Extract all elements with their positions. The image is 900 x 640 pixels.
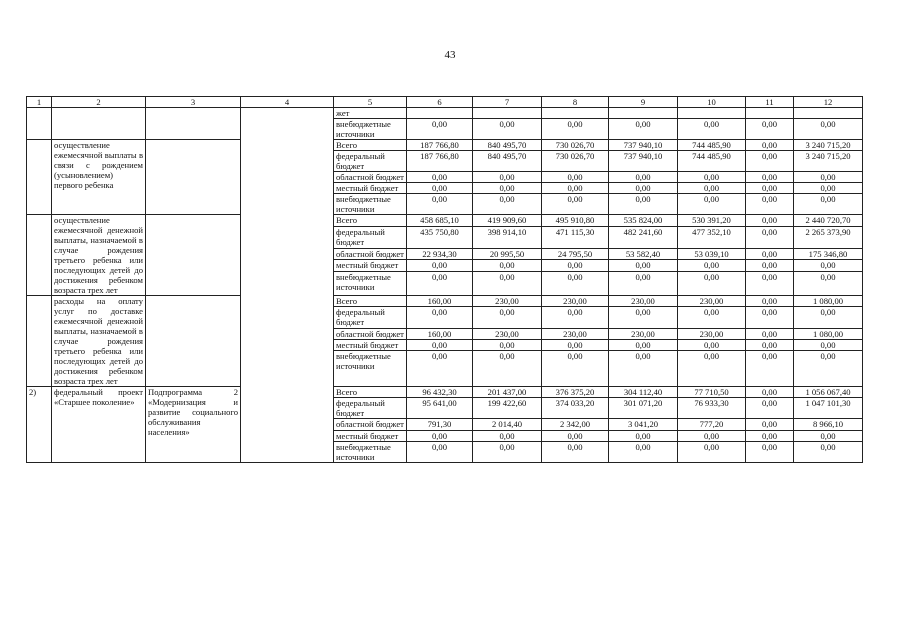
amount-cell: 1 056 067,40 [794,387,863,398]
amount-cell: 0,00 [473,431,542,442]
amount-cell: 840 495,70 [473,151,542,172]
amount-cell: 0,00 [678,442,746,463]
amount-cell: 0,00 [407,260,473,272]
table-row [27,108,863,119]
header-cell: 8 [542,97,609,108]
amount-cell: 730 026,70 [542,151,609,172]
amount-cell: 2 342,00 [542,419,609,431]
item-number [27,215,52,296]
amount-cell: 199 422,60 [473,398,542,419]
amount-cell: 0,00 [678,339,746,350]
header-cell: 11 [746,97,794,108]
amount-cell: 0,00 [794,183,863,194]
amount-cell: 0,00 [473,271,542,295]
funding-source: федеральный бюджет [334,398,407,419]
amount-cell: 0,00 [794,351,863,387]
amount-cell: 0,00 [542,194,609,215]
amount-cell [542,108,609,119]
amount-cell: 0,00 [609,339,678,350]
amount-cell: 2 440 720,70 [794,215,863,227]
amount-cell: 535 824,00 [609,215,678,227]
amount-cell [473,108,542,119]
amount-cell: 744 485,90 [678,151,746,172]
amount-cell: 0,00 [609,183,678,194]
budget-table [26,96,863,463]
amount-cell: 0,00 [746,151,794,172]
amount-cell: 0,00 [746,194,794,215]
amount-cell [746,108,794,119]
amount-cell: 0,00 [678,119,746,140]
amount-cell: 3 240 715,20 [794,140,863,151]
amount-cell: 0,00 [609,307,678,328]
amount-cell: 0,00 [407,339,473,350]
amount-cell: 0,00 [542,260,609,272]
amount-cell: 0,00 [794,119,863,140]
amount-cell: 0,00 [473,307,542,328]
amount-cell: 230,00 [678,296,746,307]
header-cell: 1 [27,97,52,108]
funding-source: областной бюджет [334,172,407,183]
header-cell: 6 [407,97,473,108]
amount-cell: 374 033,20 [542,398,609,419]
amount-cell: 0,00 [794,307,863,328]
amount-cell: 201 437,00 [473,387,542,398]
amount-cell: 0,00 [746,307,794,328]
funding-source: федеральный бюджет [334,307,407,328]
funding-source: местный бюджет [334,260,407,272]
amount-cell: 0,00 [746,119,794,140]
amount-cell: 0,00 [542,339,609,350]
amount-cell: 0,00 [746,398,794,419]
amount-cell: 737 940,10 [609,140,678,151]
amount-cell: 0,00 [407,271,473,295]
amount-cell: 304 112,40 [609,387,678,398]
funding-source: внебюджетные источники [334,442,407,463]
amount-cell [407,108,473,119]
amount-cell: 53 039,10 [678,248,746,260]
funding-source: Всего [334,140,407,151]
amount-cell: 0,00 [609,194,678,215]
header-cell: 2 [52,97,146,108]
amount-cell: 471 115,30 [542,226,609,248]
amount-cell: 3 041,20 [609,419,678,431]
amount-cell: 0,00 [609,119,678,140]
amount-cell: 0,00 [407,183,473,194]
amount-cell: 477 352,10 [678,226,746,248]
amount-cell: 0,00 [609,172,678,183]
amount-cell: 0,00 [746,172,794,183]
amount-cell: 230,00 [678,328,746,339]
item-number [27,140,52,215]
item-number: 2) [27,387,52,463]
amount-cell: 77 710,50 [678,387,746,398]
amount-cell: 0,00 [473,183,542,194]
amount-cell: 0,00 [542,431,609,442]
amount-cell: 0,00 [407,431,473,442]
funding-source: местный бюджет [334,339,407,350]
amount-cell [678,108,746,119]
amount-cell: 8 966,10 [794,419,863,431]
amount-cell: 0,00 [794,431,863,442]
amount-cell: 458 685,10 [407,215,473,227]
amount-cell: 20 995,50 [473,248,542,260]
amount-cell: 435 750,80 [407,226,473,248]
amount-cell: 0,00 [473,351,542,387]
funding-source: Всего [334,296,407,307]
amount-cell: 0,00 [746,271,794,295]
amount-cell: 53 582,40 [609,248,678,260]
amount-cell: 0,00 [794,260,863,272]
amount-cell: 0,00 [678,271,746,295]
amount-cell: 482 241,60 [609,226,678,248]
item-number [27,296,52,387]
amount-cell [609,108,678,119]
amount-cell: 0,00 [407,351,473,387]
amount-cell: 0,00 [542,271,609,295]
measure-name: осуществление ежемесячной денежной выплаты, назначаемой в случае рождения третьего ребенка или последующих детей до достижения ребенком возраста трех лет [52,215,146,296]
amount-cell: 376 375,20 [542,387,609,398]
funding-source: областной бюджет [334,419,407,431]
header-cell: 10 [678,97,746,108]
measure-name: федеральный проект «Старшее поколение» [52,387,146,463]
amount-cell: 0,00 [746,387,794,398]
amount-cell: 0,00 [746,419,794,431]
amount-cell: 22 934,30 [407,248,473,260]
funding-source: федеральный бюджет [334,151,407,172]
amount-cell: 301 071,20 [609,398,678,419]
amount-cell: 0,00 [542,307,609,328]
amount-cell: 0,00 [794,271,863,295]
amount-cell: 96 432,30 [407,387,473,398]
amount-cell: 0,00 [746,351,794,387]
funding-source: местный бюджет [334,183,407,194]
amount-cell: 0,00 [542,172,609,183]
amount-cell: 230,00 [473,296,542,307]
amount-cell: 791,30 [407,419,473,431]
amount-cell: 0,00 [746,339,794,350]
amount-cell: 1 080,00 [794,296,863,307]
program-name [146,296,241,387]
amount-cell: 0,00 [746,183,794,194]
header-cell: 9 [609,97,678,108]
measure-name: осуществление ежемесячной выплаты в связи с рождением (усыновлением) первого ребенка [52,140,146,215]
funding-source: областной бюджет [334,248,407,260]
funding-source: жет [334,108,407,119]
amount-cell: 230,00 [609,328,678,339]
amount-cell: 0,00 [678,194,746,215]
amount-cell: 0,00 [794,172,863,183]
amount-cell: 187 766,80 [407,151,473,172]
funding-source: внебюджетные источники [334,119,407,140]
measure-name [52,108,146,140]
amount-cell: 160,00 [407,328,473,339]
amount-cell: 230,00 [609,296,678,307]
amount-cell: 0,00 [678,431,746,442]
funding-source: областной бюджет [334,328,407,339]
amount-cell: 0,00 [746,442,794,463]
item-number [27,108,52,140]
header-cell: 12 [794,97,863,108]
header-cell: 5 [334,97,407,108]
amount-cell: 0,00 [473,119,542,140]
amount-cell: 0,00 [746,260,794,272]
funding-source: федеральный бюджет [334,226,407,248]
funding-source: местный бюджет [334,431,407,442]
amount-cell: 230,00 [542,328,609,339]
page-number: 43 [444,49,456,61]
funding-source: Всего [334,387,407,398]
program-name [146,108,241,140]
header-row [27,97,863,108]
amount-cell: 0,00 [794,339,863,350]
amount-cell: 530 391,20 [678,215,746,227]
amount-cell: 160,00 [407,296,473,307]
amount-cell: 0,00 [678,260,746,272]
amount-cell: 76 933,30 [678,398,746,419]
amount-cell: 777,20 [678,419,746,431]
amount-cell [794,108,863,119]
amount-cell: 1 047 101,30 [794,398,863,419]
amount-cell: 0,00 [746,140,794,151]
funding-source: внебюджетные источники [334,194,407,215]
amount-cell: 0,00 [542,351,609,387]
amount-cell: 0,00 [746,296,794,307]
header-cell: 4 [241,97,334,108]
amount-cell: 95 641,00 [407,398,473,419]
col4-cell [241,108,334,463]
table-row [27,140,863,151]
amount-cell: 3 240 715,20 [794,151,863,172]
amount-cell: 0,00 [407,442,473,463]
amount-cell: 230,00 [473,328,542,339]
measure-name: расходы на оплату услуг по доставке ежемесячной денежной выплаты, назначаемой в случае рождения третьего ребенка или последующих детей до достижения ребенком возраста трех лет [52,296,146,387]
amount-cell: 840 495,70 [473,140,542,151]
funding-source: внебюджетные источники [334,271,407,295]
amount-cell: 744 485,90 [678,140,746,151]
amount-cell: 0,00 [473,442,542,463]
amount-cell: 398 914,10 [473,226,542,248]
amount-cell: 0,00 [473,339,542,350]
header-cell: 7 [473,97,542,108]
amount-cell: 0,00 [678,172,746,183]
amount-cell: 0,00 [407,307,473,328]
amount-cell: 419 909,60 [473,215,542,227]
amount-cell: 187 766,80 [407,140,473,151]
amount-cell: 1 080,00 [794,328,863,339]
amount-cell: 495 910,80 [542,215,609,227]
amount-cell: 0,00 [473,260,542,272]
amount-cell: 0,00 [407,194,473,215]
amount-cell: 175 346,80 [794,248,863,260]
amount-cell: 230,00 [542,296,609,307]
amount-cell: 0,00 [407,119,473,140]
amount-cell: 0,00 [794,442,863,463]
amount-cell: 0,00 [609,260,678,272]
amount-cell: 24 795,50 [542,248,609,260]
amount-cell: 730 026,70 [542,140,609,151]
amount-cell: 0,00 [678,351,746,387]
amount-cell: 0,00 [609,442,678,463]
program-name [146,215,241,296]
funding-source: внебюджетные источники [334,351,407,387]
amount-cell: 0,00 [746,328,794,339]
amount-cell: 0,00 [746,226,794,248]
amount-cell: 0,00 [473,172,542,183]
table-row [27,296,863,307]
amount-cell: 0,00 [794,194,863,215]
amount-cell: 0,00 [746,215,794,227]
amount-cell: 0,00 [609,271,678,295]
amount-cell: 0,00 [542,183,609,194]
amount-cell: 737 940,10 [609,151,678,172]
amount-cell: 0,00 [473,194,542,215]
amount-cell: 0,00 [407,172,473,183]
amount-cell: 0,00 [542,119,609,140]
table-row [27,215,863,227]
program-name [146,140,241,215]
amount-cell: 0,00 [542,442,609,463]
program-name: Подпрограмма 2 «Модернизация и развитие социального обслуживания населения» [146,387,241,463]
amount-cell: 0,00 [746,431,794,442]
amount-cell: 0,00 [609,431,678,442]
funding-source: Всего [334,215,407,227]
amount-cell: 0,00 [678,183,746,194]
amount-cell: 0,00 [609,351,678,387]
amount-cell: 0,00 [746,248,794,260]
header-cell: 3 [146,97,241,108]
amount-cell: 2 265 373,90 [794,226,863,248]
amount-cell: 0,00 [678,307,746,328]
amount-cell: 2 014,40 [473,419,542,431]
table-row [27,387,863,398]
